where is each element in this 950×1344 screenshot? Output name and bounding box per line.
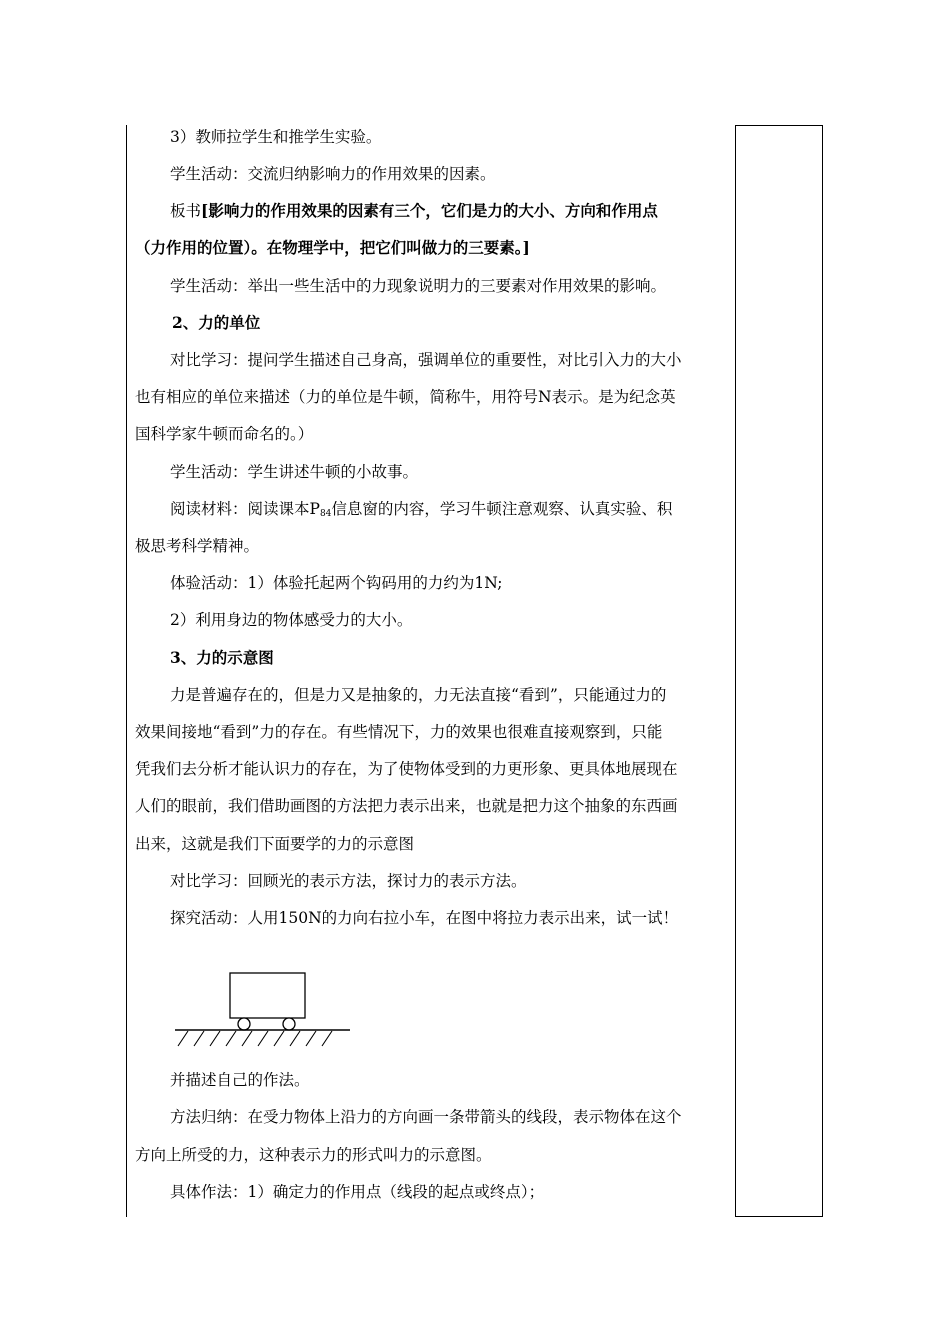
cart-body xyxy=(230,973,305,1018)
cart-wheel-right xyxy=(283,1018,295,1030)
text-line-blackboard xyxy=(170,201,770,221)
section-heading-force-diagram: 3、力的示意图 xyxy=(170,648,274,667)
cart-diagram xyxy=(170,968,360,1058)
text-line-force-1: 力是普遍存在的，但是力又是抽象的，力无法直接“看到”，只能通过力的 xyxy=(170,686,667,704)
text-line-experience-1: 体验活动：1）体验托起两个钩码用的力约为1N; xyxy=(170,574,503,592)
text-line-force-2: 效果间接地“看到”力的存在。有些情况下，力的效果也很难直接观察到，只能 xyxy=(135,723,663,741)
text-line-force-3: 凭我们去分析才能认识力的存在，为了使物体受到的力更形象、更具体地展现在 xyxy=(135,760,678,778)
text-line-compare-light: 对比学习：回顾光的表示方法，探讨力的表示方法。 xyxy=(170,872,527,890)
text-line-compare-1: 对比学习：提问学生描述自己身高，强调单位的重要性，对比引入力的大小 xyxy=(170,351,682,369)
table-left-border xyxy=(126,125,127,1217)
text-line-experience-2: 2）利用身边的物体感受力的大小。 xyxy=(170,611,413,629)
text-line-method-2: 方向上所受的力，这种表示力的形式叫力的示意图。 xyxy=(135,1146,492,1164)
text-line-student-activity-3: 学生活动：学生讲述牛顿的小故事。 xyxy=(170,463,419,481)
text-line-teacher-experiment: 3）教师拉学生和推学生实验。 xyxy=(170,128,382,146)
text-line-force-4: 人们的眼前，我们借助画图的方法把力表示出来，也就是把力这个抽象的东西画 xyxy=(135,797,678,815)
notes-column-top-border xyxy=(735,125,823,126)
text-line-describe: 并描述自己的作法。 xyxy=(170,1071,310,1089)
text-line-compare-3: 国科学家牛顿而命名的。） xyxy=(135,425,314,443)
text-line-student-activity-1: 学生活动：交流归纳影响力的作用效果的因素。 xyxy=(170,165,496,183)
reading-page-subscript: 84 xyxy=(319,509,332,519)
blackboard-label: 板书 xyxy=(170,202,202,220)
reading-text-a: 阅读材料：阅读课本P xyxy=(170,500,320,518)
text-line-inquiry: 探究活动：人用150N的力向右拉小车，在图中将拉力表示出来，试一试！ xyxy=(170,909,679,927)
ground-hatching xyxy=(178,1031,332,1046)
text-line-steps-1: 具体作法：1）确定力的作用点（线段的起点或终点）； xyxy=(170,1183,545,1201)
cart-wheel-left xyxy=(238,1018,250,1030)
text-line-force-5: 出来，这就是我们下面要学的力的示意图 xyxy=(135,835,415,853)
text-line-reading-1 xyxy=(170,499,770,524)
text-line-compare-2: 也有相应的单位来描述（力的单位是牛顿，简称牛，用符号N表示。是为纪念英 xyxy=(135,388,676,406)
text-line-student-activity-2: 学生活动：举出一些生活中的力现象说明力的三要素对作用效果的影响。 xyxy=(170,277,667,295)
section-heading-force-unit: 2、力的单位 xyxy=(172,313,261,332)
text-line-blackboard-cont: （力作用的位置）。在物理学中，把它们叫做力的三要素。] xyxy=(135,238,530,257)
reading-text-b: 信息窗的内容，学习牛顿注意观察、认真实验、积 xyxy=(331,500,673,518)
text-line-reading-2: 极思考科学精神。 xyxy=(135,537,260,555)
text-line-method-1: 方法归纳：在受力物体上沿力的方向画一条带箭头的线段，表示物体在这个 xyxy=(170,1108,682,1126)
notes-column-bottom-border xyxy=(735,1216,823,1217)
blackboard-content: [影响力的作用效果的因素有三个，它们是力的大小、方向和作用点 xyxy=(201,201,658,220)
notes-column-right-border xyxy=(822,125,823,1217)
